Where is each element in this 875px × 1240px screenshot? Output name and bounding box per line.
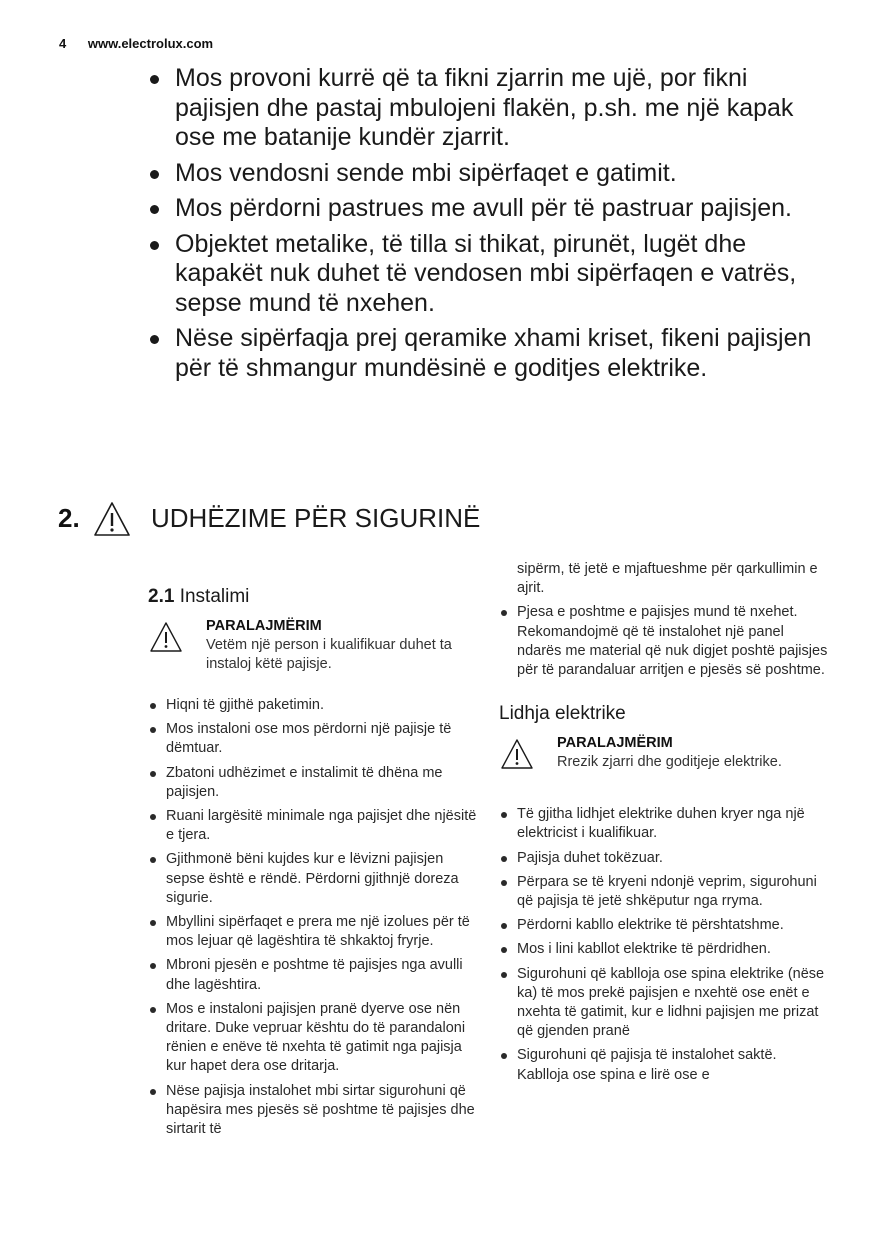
page-header bbox=[59, 36, 213, 51]
list-item: Sigurohuni që kablloja ose spina elektrike (nëse ka) të mos prekë pajisjen e nxehtë ose enët e nxehta të gatimit, kur e lidhni pajisjen me prizat që gjenden pranë bbox=[499, 965, 829, 1042]
list-item: Mos e instaloni pajisjen pranë dyerve ose nën dritare. Duke vepruar kështu do të parandaloni rënien e enëve të nxehta të gatimit nga pajisja kur hapet dera ose dritarja. bbox=[148, 1000, 478, 1077]
list-item: Zbatoni udhëzimet e instalimit të dhëna me pajisjen. bbox=[148, 764, 478, 802]
list-item: Mos provoni kurrë që ta fikni zjarrin me ujë, por fikni pajisjen dhe pastaj mbulojeni flakën, p.sh. me një kapak ose me batanije kundër zjarrit. bbox=[148, 64, 828, 153]
list-item: Pjesa e poshtme e pajisjes mund të nxehet. Rekomandojmë që të instalohet një panel ndarës me material që nuk digjet poshtë pajisjes për të parandaluar arritjen e pjesës së poshtme. bbox=[499, 603, 829, 680]
list-item: Mbyllini sipërfaqet e prera me një izolues për të mos lejuar që lagështira të shkaktoj fryrje. bbox=[148, 913, 478, 951]
list-item: Përdorni kabllo elektrike të përshtatshme. bbox=[499, 916, 829, 935]
list-item: Hiqni të gjithë paketimin. bbox=[148, 696, 478, 715]
warning-text: Vetëm një person i kualifikuar duhet ta instaloj këtë pajisje. bbox=[206, 637, 452, 672]
warning-triangle-icon bbox=[92, 500, 132, 543]
section-heading-electric: Lidhja elektrike bbox=[499, 703, 626, 725]
warning-box-install bbox=[148, 618, 478, 676]
list-item: Nëse pajisja instalohet mbi sirtar sigurohuni që hapësira mes pjesës së poshtme të pajisjes dhe sirtarit të bbox=[148, 1082, 478, 1140]
list-item: Përpara se të kryeni ndonjë veprim, sigurohuni që pajisja të jetë shkëputur nga rryma. bbox=[499, 873, 829, 911]
warning-title: PARALAJMËRIM bbox=[557, 735, 673, 752]
list-item-continuation: sipërm, të jetë e mjaftueshme për qarkullimin e ajrit. bbox=[517, 561, 818, 597]
warning-title: PARALAJMËRIM bbox=[206, 618, 322, 634]
electric-list bbox=[499, 805, 829, 1085]
list-item: Mos i lini kabllot elektrike të përdridhen. bbox=[499, 940, 829, 959]
install-list bbox=[148, 696, 478, 1139]
install-list-continued bbox=[499, 603, 829, 680]
list-item: Pajisja duhet tokëzuar. bbox=[499, 849, 829, 868]
list-item: Objektet metalike, të tilla si thikat, pirunët, lugët dhe kapakët nuk duhet të vendosen mbi sipërfaqen e vatrës, sepse mund të nxehen. bbox=[148, 230, 828, 319]
list-item: Sigurohuni që pajisja të instalohet saktë. Kablloja ose spina e lirë ose e bbox=[499, 1046, 829, 1084]
chapter-number: 2. bbox=[58, 503, 80, 533]
warning-triangle-icon bbox=[499, 737, 535, 776]
list-item: Mos përdorni pastrues me avull për të pastruar pajisjen. bbox=[148, 194, 828, 224]
list-item: Të gjitha lidhjet elektrike duhen kryer nga një elektricist i kualifikuar. bbox=[499, 805, 829, 843]
website-url[interactable]: www.electrolux.com bbox=[87, 36, 214, 51]
section-heading-install: 2.1 Instalimi bbox=[148, 586, 250, 607]
list-item: Mbroni pjesën e poshtme të pajisjes nga avulli dhe lagështira. bbox=[148, 956, 478, 994]
list-item: Ruani largësitë minimale nga pajisjet dhe njësitë e tjera. bbox=[148, 807, 478, 845]
left-column bbox=[148, 560, 478, 1144]
warning-box-electric bbox=[499, 735, 829, 785]
chapter-heading bbox=[58, 500, 818, 540]
list-item: Mos instaloni ose mos përdorni një pajisje të dëmtuar. bbox=[148, 720, 478, 758]
page-number: 4 bbox=[59, 36, 67, 51]
right-column bbox=[499, 560, 829, 1090]
list-item: Nëse sipërfaqja prej qeramike xhami kriset, fikeni pajisjen për të shmangur mundësinë e goditjes elektrike. bbox=[148, 324, 828, 383]
top-safety-list bbox=[148, 64, 828, 389]
list-item: Gjithmonë bëni kujdes kur e lëvizni pajisjen sepse është e rëndë. Përdorni gjithnjë doreza sigurie. bbox=[148, 850, 478, 908]
warning-triangle-icon bbox=[148, 620, 184, 659]
warning-text: Rrezik zjarri dhe goditjeje elektrike. bbox=[557, 754, 782, 771]
chapter-title: UDHËZIME PËR SIGURINË bbox=[151, 503, 481, 533]
list-item: Mos vendosni sende mbi sipërfaqet e gatimit. bbox=[148, 159, 828, 189]
